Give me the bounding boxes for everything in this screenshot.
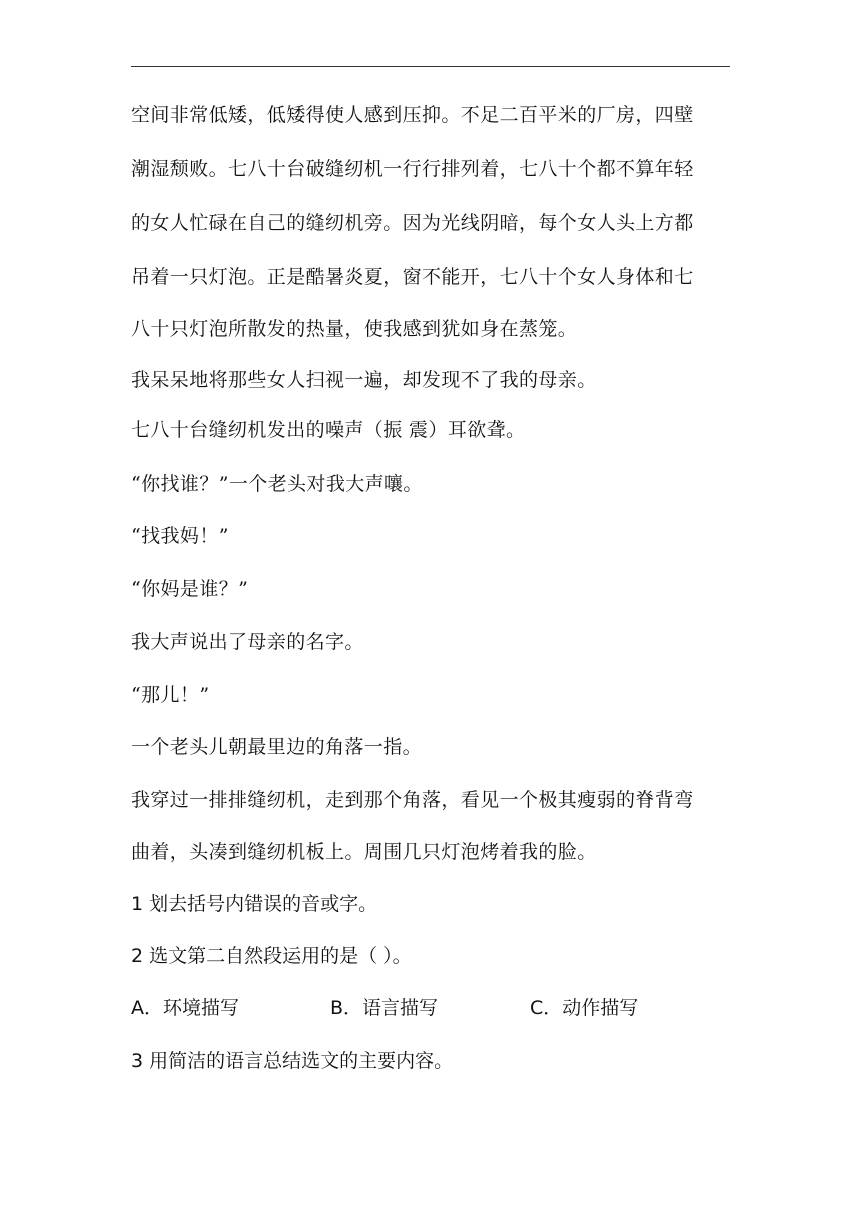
option-b[interactable]: B．语言描写 <box>330 997 439 1019</box>
question-1: 1 划去括号内错误的音或字。 <box>131 893 378 915</box>
passage-line: 我大声说出了母亲的名字。 <box>131 631 364 653</box>
passage-line: 空间非常低矮，低矮得使人感到压抑。不足二百平米的厂房，四壁 <box>131 104 694 126</box>
passage-line: 的女人忙碌在自己的缝纫机旁。因为光线阴暗，每个女人头上方都 <box>131 212 694 234</box>
passage-line: 八十只灯泡所散发的热量，使我感到犹如身在蒸笼。 <box>131 318 578 340</box>
passage-line: 曲着，头凑到缝纫机板上。周围几只灯泡烤着我的脸。 <box>131 841 597 863</box>
passage-line: “你找谁？”一个老头对我大声嚷。 <box>131 473 423 495</box>
option-c[interactable]: C．动作描写 <box>530 997 639 1019</box>
passage-line: 一个老头儿朝最里边的角落一指。 <box>131 736 423 758</box>
answer-options <box>131 996 731 1022</box>
question-2: 2 选文第二自然段运用的是（ ）。 <box>131 945 412 967</box>
passage-line: “那儿！” <box>131 684 210 706</box>
question-3: 3 用简洁的语言总结选文的主要内容。 <box>131 1050 454 1072</box>
passage-line: 吊着一只灯泡。正是酷暑炎夏，窗不能开，七八十个女人身体和七 <box>131 266 694 288</box>
passage-line: “你妈是谁？” <box>131 578 249 600</box>
passage-line: “找我妈！” <box>131 525 229 547</box>
passage-line: 我呆呆地将那些女人扫视一遍，却发现不了我的母亲。 <box>131 369 597 391</box>
header-rule <box>131 66 730 67</box>
passage-line: 七八十台缝纫机发出的噪声（振 震）耳欲聋。 <box>131 419 526 441</box>
passage-line: 我穿过一排排缝纫机，走到那个角落，看见一个极其瘦弱的脊背弯 <box>131 789 694 811</box>
passage-line: 潮湿颓败。七八十台破缝纫机一行行排列着，七八十个都不算年轻 <box>131 158 694 180</box>
option-a[interactable]: A．环境描写 <box>131 997 239 1019</box>
